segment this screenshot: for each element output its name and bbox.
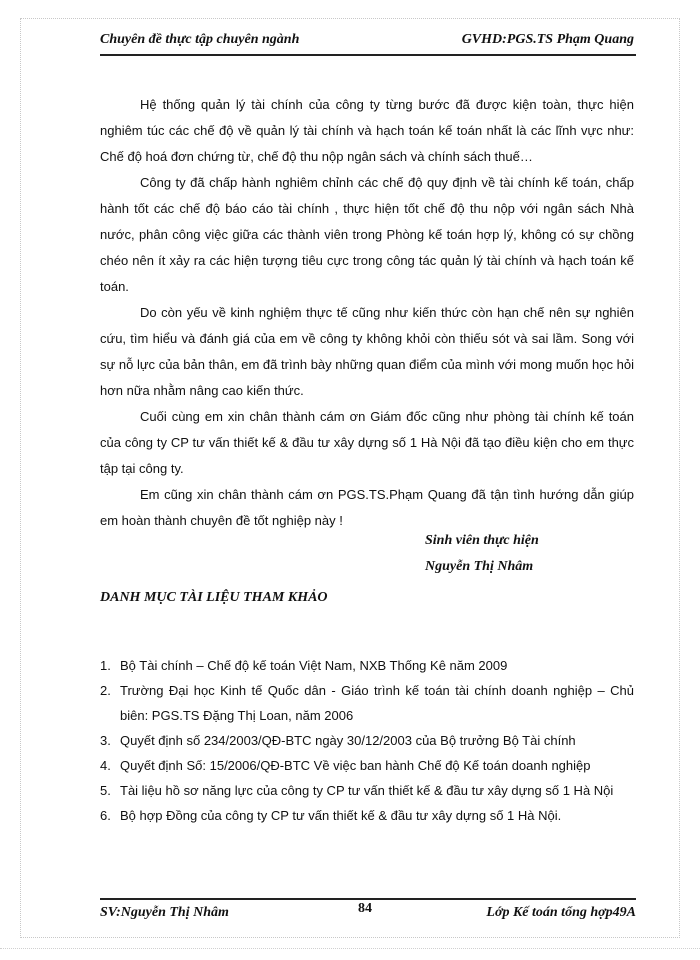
reference-number: 3. bbox=[100, 733, 111, 748]
page-number: 84 bbox=[358, 901, 372, 916]
reference-text: Tài liệu hồ sơ năng lực của công ty CP tư vấn thiết kế & đầu tư xây dựng số 1 Hà Nội bbox=[120, 783, 614, 798]
reference-number: 4. bbox=[100, 758, 111, 773]
page-footer bbox=[100, 898, 636, 924]
body-text bbox=[100, 92, 634, 534]
reference-text: Quyết định số 234/2003/QĐ-BTC ngày 30/12/2003 của Bộ trưởng Bộ Tài chính bbox=[120, 733, 576, 748]
reference-text: Bộ hợp Đồng của công ty CP tư vấn thiết kế & đầu tư xây dựng số 1 Hà Nội. bbox=[120, 808, 562, 823]
reference-item bbox=[100, 803, 634, 828]
reference-item bbox=[100, 678, 634, 728]
reference-item bbox=[100, 653, 634, 678]
signature-block bbox=[425, 528, 539, 580]
reference-item bbox=[100, 778, 634, 803]
signature-role: Sinh viên thực hiện bbox=[425, 533, 539, 548]
signature-name: Nguyễn Thị Nhâm bbox=[425, 559, 534, 574]
references-title: DANH MỤC TÀI LIỆU THAM KHẢO bbox=[100, 590, 328, 605]
reference-number: 6. bbox=[100, 808, 111, 823]
reference-number: 5. bbox=[100, 783, 111, 798]
footer-student: SV:Nguyễn Thị Nhâm bbox=[100, 905, 229, 920]
reference-item bbox=[100, 728, 634, 753]
header-course-title: Chuyên đề thực tập chuyên ngành bbox=[100, 32, 300, 47]
body-paragraph: Hệ thống quản lý tài chính của công ty từng bước đã được kiện toàn, thực hiện nghiêm túc các chế độ về quản lý tài chính và hạch toán kế toán nhất là các lĩnh vực như: Chế độ hoá đơn chứng từ, chế độ thu nộp ngân sách và chính sách thuế… bbox=[100, 97, 634, 164]
reference-text: Trường Đại học Kinh tế Quốc dân - Giáo trình kế toán tài chính doanh nghiệp – Chủ biên: PGS.TS Đặng Thị Loan, năm 2006 bbox=[120, 683, 634, 723]
reference-text: Quyết định Số: 15/2006/QĐ-BTC Về việc ban hành Chế độ Kế toán doanh nghiệp bbox=[120, 758, 591, 773]
references-list bbox=[100, 653, 634, 828]
reference-number: 1. bbox=[100, 658, 111, 673]
reference-item bbox=[100, 753, 634, 778]
reference-text: Bộ Tài chính – Chế độ kế toán Việt Nam, NXB Thống Kê năm 2009 bbox=[120, 658, 508, 673]
body-paragraph: Công ty đã chấp hành nghiêm chỉnh các chế độ quy định về tài chính kế toán, chấp hành tốt các chế độ báo cáo tài chính , thực hiện tốt chế độ thu nộp với ngân sách Nhà nước, phân công việc giữa các thành viên trong Phòng kế toán hợp lý, không có sự chồng chéo nên ít xảy ra các hiện tượng tiêu cực trong công tác quản lý tài chính và hạch toán kế toán. bbox=[100, 175, 634, 294]
footer-class: Lớp Kế toán tổng hợp49A bbox=[486, 905, 636, 920]
header-supervisor: GVHD:PGS.TS Phạm Quang bbox=[461, 32, 634, 47]
reference-number: 2. bbox=[100, 683, 111, 698]
body-paragraph: Do còn yếu về kinh nghiệm thực tế cũng như kiến thức còn hạn chế nên sự nghiên cứu, tìm hiểu và đánh giá của em về công ty không khỏi còn thiếu sót và sai lầm. Song với sự nỗ lực của bản thân, em đã trình bày những quan điểm của mình với mong muốn học hỏi hơn nữa nhằm nâng cao kiến thức. bbox=[100, 305, 634, 398]
body-paragraph: Cuối cùng em xin chân thành cám ơn Giám đốc cũng như phòng tài chính kế toán của công ty CP tư vấn thiết kế & đầu tư xây dựng số 1 Hà Nội đã tạo điều kiện cho em thực tập tại công ty. bbox=[100, 409, 634, 476]
body-paragraph: Em cũng xin chân thành cám ơn PGS.TS.Phạm Quang đã tận tình hướng dẫn giúp em hoàn thành chuyên đề tốt nghiệp này ! bbox=[100, 487, 634, 528]
page-header bbox=[100, 30, 636, 56]
page-edge-divider bbox=[0, 948, 700, 949]
